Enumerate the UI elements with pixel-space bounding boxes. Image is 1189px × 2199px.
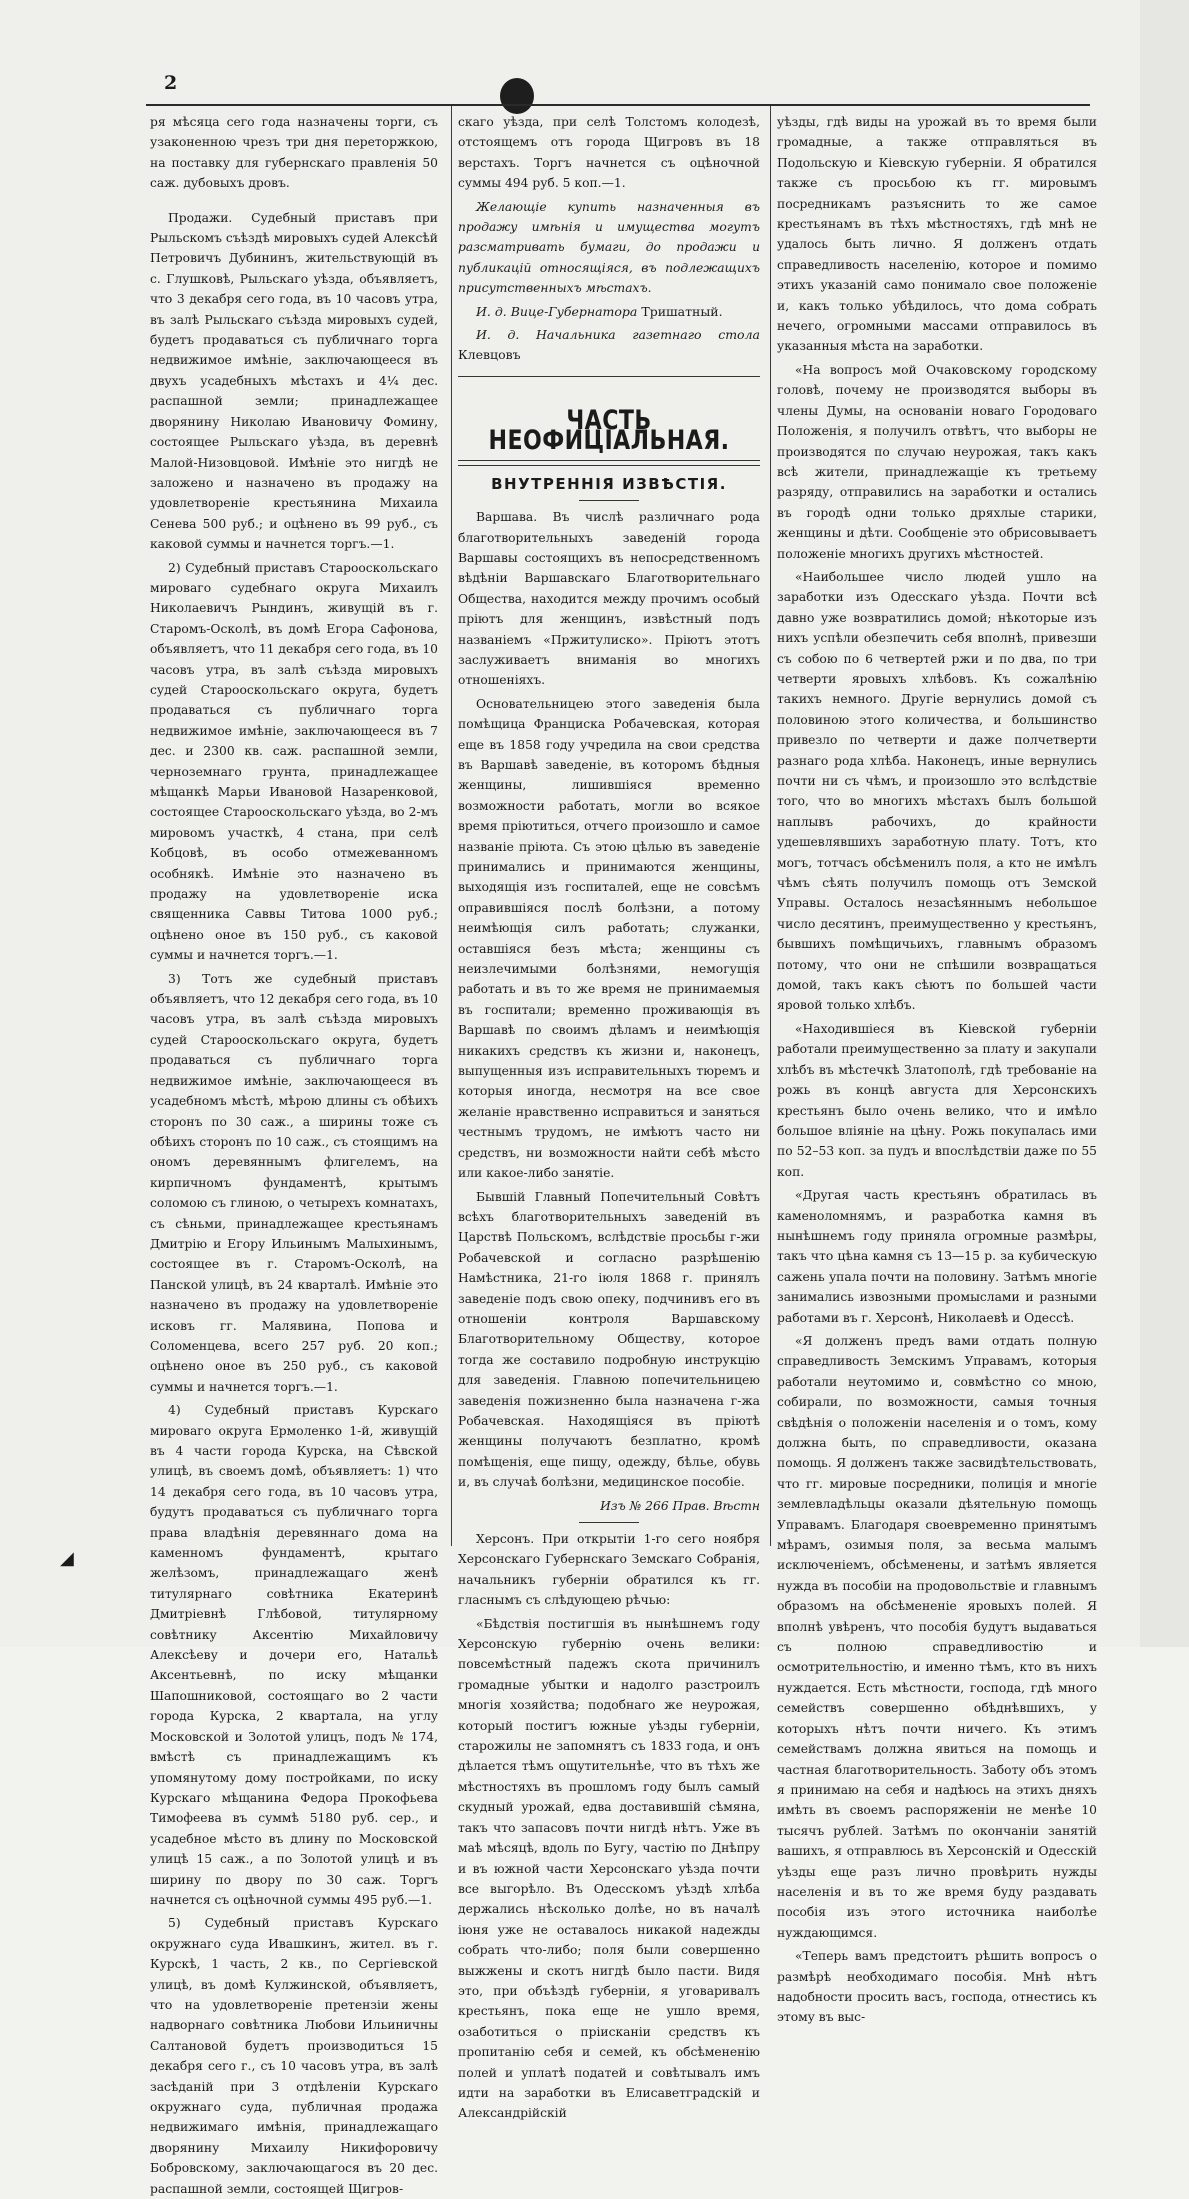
paragraph: «Бѣдствія постигшія въ нынѣшнемъ году Херсонскую губернію очень велики: повсемѣстный падежъ скота причинилъ громадные убытки и надолго разстроилъ многія хозяйства; подобнаго же неурожая, который постигъ южные уѣзды губерніи, старожилы не запомнятъ съ 1833 года, и онъ дѣлается тѣмъ ощутительнѣе, что въ тѣхъ же мѣстностяхъ въ прошломъ году былъ самый скудный урожай, едва доставившій сѣмяна, такъ что запасовъ почти нигдѣ нѣтъ. Уже въ маѣ мѣсяцѣ, вдоль по Бугу, частію по Днѣпру и въ южной части Херсонскаго уѣзда почти все выгорѣло. Въ Одесскомъ уѣздѣ хлѣба держались нѣсколько долѣе, но въ началѣ іюня уже не оставалось никакой надежды собрать что-либо; поля были совершенно выжжены и скотъ нигдѣ было пасти. Видя это, при объѣздѣ губерніи, я уговаривалъ крестьянъ, пока еще не ушло время, озаботиться о пріисканіи средствъ къ пропитанію себя и семей, къ обсѣмененію полей и уплатѣ податей и совѣтывалъ имъ идти на заработки въ Елисаветградскій и Александрійскій	[458, 1616, 760, 2121]
paragraph: «Я долженъ предъ вами отдать полную справедливость Земскимъ Управамъ, которыя работали неутомимо и, совмѣстно со мною, собирали, по возможности, самыя точныя свѣдѣнія о положеніи населенія и о томъ, кому должна быть, по справедливости, оказана помощь. Я долженъ также засвидѣтельствовать, что гг. мировые посредники, полиція и многіе землевладѣльцы оказали дѣятельную помощь Управамъ. Благодаря своевременно принятымъ мѣрамъ, озимыя поля, за весьма малымъ исключеніемъ, обсѣменены, и затѣмъ является нужда въ пособіи на продовольствіе и главнымъ образомъ на обсѣмененіе яровыхъ полей. Я вполнѣ увѣренъ, что пособія будутъ выдаваться съ полною справедливостію и осмотрительностію, и именно тѣмъ, кто въ нихъ нуждается. Есть мѣстности, господа, гдѣ много семействъ совершенно обѣднѣвшихъ, у которыхъ нѣтъ почти ничего. Къ этимъ семействамъ должна явиться на помощь и частная благотворительность. Заботу объ этомъ я принимаю на себя и надѣюсь на этихъ дняхъ имѣть въ своемъ распоряженіи не менѣе 10 тысячъ рублей. Затѣмъ по окончаніи занятій вашихъ, я отправлюсь въ Херсонскій и Одесскій уѣзды еще разъ лично провѣрить нужды населенія и въ то же время буду раздавать пособія изъ этого источника наиболѣе нуждающимся.	[777, 1333, 1097, 1940]
column-separator-left	[451, 106, 452, 1546]
paragraph: уѣзды, гдѣ виды на урожай въ то время были громадные, а также отправляться въ Подольскую и Кіевскую губерніи. Я обратился также съ просьбою къ гг. мировымъ посредникамъ разъяснить то же самое крестьянамъ въ тѣхъ мѣстностяхъ, гдѣ мнѣ не удалось быть лично. Я долженъ отдать справедливость населенію, которое и помимо этихъ указаній само понимало свое положеніе и, какъ только убѣдилось, что дома собрать нечего, огромными массами отправилось въ указанныя мѣста на заработки.	[777, 115, 1097, 354]
paragraph: Продажи. Судебный приставъ при Рыльскомъ съѣздѣ мировыхъ судей Алексѣй Петровичъ Дубининъ, жительствующій въ с. Глушковѣ, Рыльскаго уѣзда, объявляетъ, что 3 декабря сего года, въ 10 часовъ утра, въ залѣ Рыльскаго съѣзда мировыхъ судей, будетъ продаваться съ публичнаго торга недвижимое имѣніе, заключающееся въ двухъ усадебныхъ мѣстахъ и 4¼ дес. распашной земли; принадлежащее дворянину Николаю Ивановичу Фомину, состоящее Рыльскаго уѣзда, въ деревнѣ Малой-Низовцовой. Имѣніе это нигдѣ не заложено и назначено въ продажу на удовлетвореніе крестьянина Михаила Сенева 500 руб.; и оцѣнено въ 99 руб., съ каковой суммы и начнется торгъ.—1.	[150, 210, 438, 552]
paragraph: «На вопросъ мой Очаковскому городскому головѣ, почему не производятся выборы въ члены Думы, на основаніи новаго Городоваго Положенія, я получилъ отвѣтъ, что выборы не производятся по случаю неурожая, такъ какъ всѣ жители, принадлежащіе къ третьему разряду, отправились на заработки и остались въ городѣ одни только дряхлые старики, женщины и дѣти. Сообщеніе это обрисовываетъ положеніе многихъ другихъ мѣстностей.	[777, 362, 1097, 561]
paragraph: скаго уѣзда, при селѣ Толстомъ колодезѣ, отстоящемъ отъ города Щигровъ въ 18 верстахъ. Торгъ начнется съ оцѣночной суммы 494 руб. 5 коп.—1.	[458, 115, 760, 191]
paragraph: Бывшій Главный Попечительный Совѣтъ всѣхъ благотворительныхъ заведеній въ Царствѣ Польскомъ, вслѣдствіе просьбы г-жи Робачевской и согласно разрѣшенію Намѣстника, 21-го іюля 1868 г. принялъ заведеніе подъ свою опеку, подчинивъ его въ отношеніи контроля Варшавскому Благотворительному Обществу, которое тогда же составило подробную инструкцію для заведенія. Главною попечительницею заведенія пожизненно была назначена г-жа Робачевская. Находящіяся въ пріютѣ женщины получаютъ безплатно, кромѣ помѣщенія, еще пищу, одежду, бѣлье, обувь и, въ случаѣ болѣзни, медицинское пособіе.	[458, 1189, 760, 1490]
header-rule	[146, 104, 1090, 106]
signature-role: И. д. Начальника газетнаго стола	[476, 327, 760, 343]
signature-role: И. д. Вице-Губернатора	[476, 303, 638, 319]
section-title: ЧАСТЬ НЕОФИЦІАЛЬНАЯ.	[488, 404, 730, 457]
paragraph: Варшава. Въ числѣ различнаго рода благотворительныхъ заведеній города Варшавы состоящихъ въ непосредственномъ вѣдѣніи Варшавскаго Благотворительнаго Общества, находится между прочимъ особый пріютъ для женщинъ, извѣстный подъ названіемъ «Пржитулиско». Пріютъ этотъ заслуживаетъ вниманія во многихъ отношеніяхъ.	[458, 510, 760, 688]
column-3	[777, 112, 1097, 2025]
page-number: 2	[164, 72, 178, 94]
paragraph: «Другая часть крестьянъ обратилась въ каменоломнямъ, и разработка камня въ нынѣшнемъ году приняла огромные размѣры, такъ что цѣна камня съ 13—15 р. за кубическую сажень упала почти на половину. Затѣмъ многіе занимались извозными промыслами и разными работами въ г. Херсонѣ, Николаевѣ и Одессѣ.	[777, 1188, 1097, 1325]
signature-name: Клевцовъ	[458, 347, 521, 363]
signature-desk-chief	[458, 325, 760, 366]
signature-name: Тришатный.	[641, 303, 723, 319]
column-1	[150, 112, 438, 2196]
paragraph: Основательницею этого заведенія была помѣщица Франциска Робачевская, которая еще въ 1858 году учредила на свои средства въ Варшавѣ заведеніе, въ которомъ бѣдныя женщины, лишившіяся временно возможности работать, могли во всякое время пріютиться, отчего произошло и самое названіе пріюта. Съ этою цѣлью въ заведеніе принимались и принимаются женщины, выходящія изъ госпиталей, еще не совсѣмъ оправившіяся послѣ болѣзни, а потому неимѣющія силъ работать; служанки, оставшіяся безъ мѣста; женщины съ неизлечимыми болѣзнями, немогущія работать и въ то же время не принимаемыя въ госпитали; временно проживающія въ Варшавѣ по своимъ дѣламъ и неимѣющія никакихъ средствъ къ жизни и, наконецъ, выпущенныя изъ исправительныхъ тюремъ и которыя иногда, несмотря на все свое желаніе нравственно исправиться и заняться честнымъ трудомъ, не имѣютъ часто ни средствъ, ни возможности найти себѣ мѣсто или какое-либо занятіе.	[458, 696, 760, 1181]
subsection-title: ВНУТРЕННІЯ ИЗВѢСТІЯ.	[491, 474, 727, 493]
column-2	[458, 112, 760, 2121]
section-divider	[458, 376, 760, 377]
column-separator-right	[770, 106, 771, 1546]
signature-vice-governor	[458, 302, 760, 322]
paragraph: «Теперь вамъ предстоитъ рѣшить вопросъ о размѣрѣ необходимаго пособія. Мнѣ нѣтъ надобности просить васъ, господа, отнестись къ этому въ выс-	[777, 1949, 1097, 2025]
paragraph: 5) Судебный приставъ Курскаго окружнаго суда Ивашкинъ, жител. въ г. Курскѣ, 1 часть, 2 кв., по Сергіевской улицѣ, въ домѣ Кулжинской, объявляетъ, что на удовлетвореніе претензіи жены надворнаго совѣтника Любови Ильиничны Салтановой будетъ производиться 15 декабря сего г., съ 10 часовъ утра, въ залѣ засѣданій при 3 отдѣленіи Курскаго окружнаго суда, публичная продажа недвижимаго имѣнія, принадлежащаго дворянину Михаилу Никифоровичу Бобровскому, заключающагося въ 20 дес. распашной земли, состоящей Щигров-	[150, 1916, 438, 2196]
ink-blot	[500, 78, 534, 114]
page-margin-shade	[1140, 0, 1189, 1647]
notice: Желающіе купить назначенныя въ продажу имѣнія и имущества могутъ разсматривать бумаги, до продажи и публикацій относящіяся, въ подлежащихъ присутственныхъ мѣстахъ.	[458, 199, 760, 296]
subtitle-divider	[579, 500, 639, 501]
article-divider	[579, 1522, 639, 1523]
paragraph: Херсонъ. При открытіи 1-го сего ноября Херсонскаго Губернскаго Земскаго Собранія, начальникъ губерніи обратился къ гг. гласнымъ съ слѣдующею рѣчью:	[458, 1532, 760, 1608]
paragraph: «Находившіеся въ Кіевской губерніи работали преимущественно за плату и закупали хлѣбъ въ мѣстечкѣ Златополѣ, гдѣ требованіе на рожь въ концѣ августа для Херсонскихъ крестьянъ было очень велико, что и имѣло большое вліяніе на цѣну. Рожь покупалась ими по 52–53 коп. за пудъ и впослѣдствіи даже по 55 коп.	[777, 1021, 1097, 1179]
paragraph: 3) Тотъ же судебный приставъ объявляетъ, что 12 декабря сего года, въ 10 часовъ утра, въ залѣ съѣзда мировыхъ судей Старооскольскаго округа, будетъ продаваться съ публичнаго торга недвижимое имѣніе, заключающееся въ усадебномъ мѣстѣ, мѣрою длины съ обѣихъ сторонъ по 30 саж., а ширины тоже съ обѣихъ сторонъ по 10 саж., съ стоящимъ на ономъ деревяннымъ флигелемъ, на кирпичномъ фундаментѣ, крытымъ соломою съ глиною, о четырехъ комнатахъ, съ сѣньми, принадлежащее крестьянамъ Дмитрію и Егору Ильинымъ Малыхинымъ, состоящее въ г. Старомъ-Осколѣ, на Панской улицѣ, въ 24 кварталѣ. Имѣніе это назначено въ продажу на удовлетвореніе исковъ гг. Малявина, Попова и Соломенцева, всего 257 руб. 20 коп.; оцѣнено оное въ 250 руб., съ каковой суммы и начнется торгъ.—1.	[150, 971, 438, 1394]
paragraph: 2) Судебный приставъ Старооскольскаго мироваго судебнаго округа Михаилъ Николаевичъ Рындинъ, живущій въ г. Старомъ-Осколѣ, въ домѣ Егора Сафонова, объявляетъ, что 11 декабря сего года, въ 10 часовъ утра, въ залѣ съѣзда мировыхъ судей Старооскольскаго округа, будетъ продаваться съ публичнаго торга недвижимое имѣніе, заключающееся въ 7 дес. и 2300 кв. саж. распашной земли, черноземнаго грунта, принадлежащее мѣщанкѣ Марьи Ивановой Назаренковой, состоящее Старооскольскаго уѣзда, во 2-мъ мировомъ участкѣ, 4 стана, при селѣ Кобцовѣ, въ особо отмежеванномъ особнякѣ. Имѣніе это назначено въ продажу на удовлетвореніе иска священника Саввы Титова 1000 руб.; оцѣнено оное въ 150 руб., съ каковой суммы и начнется торгъ.—1.	[150, 560, 438, 963]
title-divider	[458, 460, 760, 466]
paragraph: 4) Судебный приставъ Курскаго мироваго округа Ермоленко 1-й, живущій въ 4 части города Курска, на Сѣвской улицѣ, въ своемъ домѣ, объявляетъ: 1) что 14 декабря сего года, въ 10 часовъ утра, будутъ продаваться съ публичнаго торга права владѣнія деревяннаго дома на каменномъ фундаментѣ, крытаго желѣзомъ, принадлежащаго женѣ титулярнаго совѣтника Екатеринѣ Дмитріевнѣ Глѣбовой, титулярному совѣтнику Аксентію Михайловичу Алексѣеву и дочери его, Натальѣ Аксентьевнѣ, по иску мѣщанки Шапошниковой, состоящаго во 2 части города Курска, 2 квартала, на углу Московской и Золотой улицъ, подъ № 174, вмѣстѣ съ принадлежащимъ къ упомянутому дому постройками, по иску Курскаго мѣщанина Федора Прокофьева Тимофеева въ суммѣ 5180 руб. сер., и усадебное мѣсто въ длину по Московской улицѣ 15 саж., а по Золотой улицѣ и въ ширину по двору по 30 саж. Торгъ начнется съ оцѣночной суммы 495 руб.—1.	[150, 1403, 438, 1907]
source-note: Изъ № 266 Прав. Вѣстн	[600, 1498, 760, 1513]
paragraph: «Наибольшее число людей ушло на заработки изъ Одесскаго уѣзда. Почти всѣ давно уже возвратились домой; нѣкоторые изъ нихъ успѣли обезпечить себя вполнѣ, привезши съ собою по 6 четвертей ржи и по два, по три четверти яровыхъ хлѣбовъ. Къ сожалѣнію такихъ немного. Другіе вернулись домой съ половиною этого количества, и большинство привезло по четверти и даже полчетверти разнаго рода хлѣба. Наконецъ, иные вернулись почти ни съ чѣмъ, и произошло это вслѣдствіе того, что во многихъ мѣстахъ былъ большой наплывъ рабочихъ, до крайности удешевлявшихъ заработную плату. Тотъ, кто могъ, тотчасъ обсѣменилъ поля, а кто не имѣлъ чѣмъ сѣять получилъ помощь отъ Земской Управы. Осталось незасѣяннымъ небольшое число десятинъ, преимущественно у крестьянъ, бывшихъ помѣщичьихъ, главнымъ образомъ потому, что они не спѣшили возвращаться домой, такъ какъ сѣютъ по большей части яровой только хлѣбъ.	[777, 569, 1097, 1013]
paragraph: ря мѣсяца сего года назначены торги, съ узаконенною чрезъ три дня переторжкою, на поставку для губернскаго правленія 50 саж. дубовыхъ дровъ.	[150, 115, 438, 191]
corner-mark: ◢	[60, 1548, 74, 1569]
